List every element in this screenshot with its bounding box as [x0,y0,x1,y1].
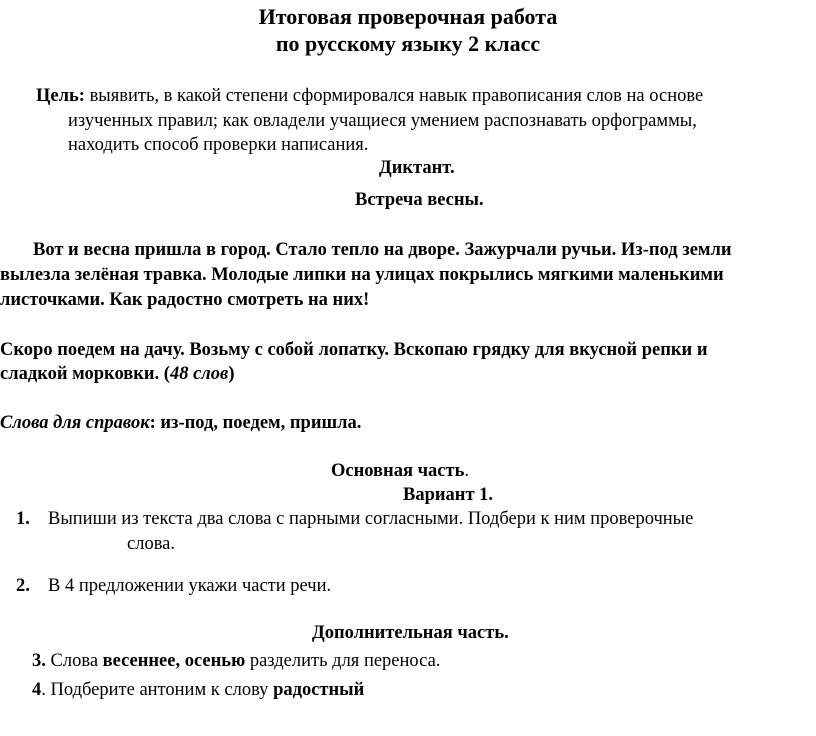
variant-heading: Вариант 1. [403,485,494,505]
reference-list: : из-под, поедем, пришла. [149,413,362,433]
task3-number: 3. [32,651,46,671]
task1-number: 1. [16,509,30,529]
goal-label: Цель: [36,86,85,106]
goal-line1 [36,86,703,107]
story-p2-line2-end: ) [228,364,235,384]
story-p2-line1: Скоро поедем на дачу. Возьму с собой лопатку. Вскопаю грядку для вкусной репки и [0,340,708,360]
word-count: 48 слов [169,364,229,384]
dictation-heading: Диктант. [379,158,455,178]
task4-word: радостный [273,680,365,700]
main-part-heading-text: Основная часть [331,461,465,481]
story-p1-line2: вылезла зелёная травка. Молодые липки на улицах покрылись мягкими маленькими [0,265,724,285]
goal-line2: изученных правил; как овладели учащиеся умением распознавать орфограммы, [68,111,697,131]
task3 [32,651,440,672]
task3-pre: Слова [45,651,103,671]
story-p2-line2 [0,364,235,385]
page-title-line1: Итоговая проверочная работа [258,4,558,29]
story-p2-line2-start: сладкой морковки. ( [0,364,170,384]
task1-line2: слова. [127,534,176,554]
extra-part-heading: Дополнительная часть. [312,623,509,643]
main-part-heading [331,461,469,482]
page-title-line2: по русскому языку 2 класс [275,31,541,56]
task2-text: В 4 предложении укажи части речи. [48,576,332,596]
task4 [32,680,364,701]
goal-text-line1: выявить, в какой степени сформировался навык правописания слов на основе [89,86,704,106]
story-title: Встреча весны. [355,190,484,210]
task1-line1: Выпиши из текста два слова с парными согласными. Подбери к ним проверочные [48,509,694,529]
story-p1-line1: Вот и весна пришла в город. Стало тепло на дворе. Зажурчали ручьи. Из-под земли [33,240,732,260]
reference-label: Слова для справок [0,413,150,433]
task4-number: 4 [32,680,42,700]
task2-number: 2. [16,576,30,596]
task3-post: разделить для переноса. [245,651,441,671]
goal-line3: находить способ проверки написания. [68,135,369,155]
task3-words: весеннее, осенью [102,651,246,671]
reference-words [0,413,361,434]
main-part-heading-dot: . [464,461,469,481]
story-p1-line3: листочками. Как радостно смотреть на них! [0,290,370,310]
task4-pre: . Подберите антоним к слову [41,680,274,700]
